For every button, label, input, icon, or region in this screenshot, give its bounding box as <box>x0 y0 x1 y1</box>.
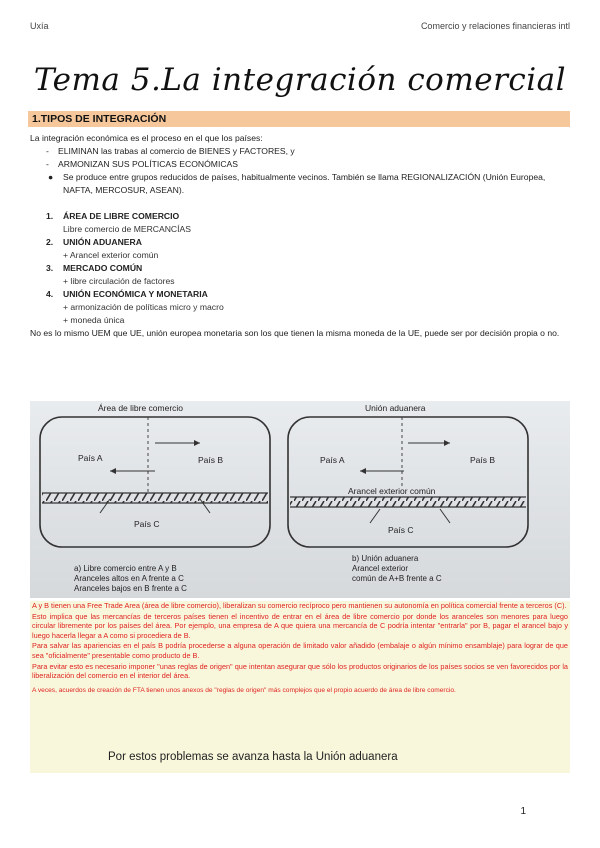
left-panel-title: Área de libre comercio <box>98 403 184 413</box>
diagram-photo <box>30 401 570 598</box>
handwritten-note: Por estos problemas se avanza hasta la Unión aduanera <box>108 751 398 763</box>
country-b-label: País B <box>198 455 224 465</box>
type-item: 3. MERCADO COMÚN <box>46 263 143 273</box>
type-detail: + armonización de políticas micro y macro <box>63 302 224 312</box>
country-c-label: País C <box>388 525 414 535</box>
diagram-left-panel <box>40 403 270 593</box>
type-item: 1. ÁREA DE LIBRE COMERCIO <box>46 211 180 221</box>
country-b-label: País B <box>470 455 496 465</box>
right-caption-1: b) Unión aduanera <box>352 554 419 563</box>
dash-item: - ELIMINAN las trabas al comercio de BIENES y FACTORES, y <box>46 146 295 156</box>
dash-item: - ARMONIZAN SUS POLÍTICAS ECONÓMICAS <box>46 159 239 169</box>
right-caption-2: Arancel exterior <box>352 564 409 573</box>
type-detail: + Arancel exterior común <box>63 250 159 260</box>
right-panel-title: Unión aduanera <box>365 403 426 413</box>
section-heading: 1.TIPOS DE INTEGRACIÓN <box>28 111 570 127</box>
type-detail: Libre comercio de MERCANCÍAS <box>63 224 191 234</box>
type-detail: + moneda única <box>63 315 125 325</box>
country-c-label: País C <box>134 519 160 529</box>
page-number: 1 <box>520 806 526 817</box>
left-caption-3: Aranceles bajos en B frente a C <box>74 584 187 593</box>
note-paragraph: Para evitar esto es necesario imponer "unas reglas de origen" que intentan asegurar que sólo los productos originarios de los países socios se ven favorecidos por la liberalización del comercio en el interior del área. <box>32 661 568 681</box>
note-paragraph: A y B tienen una Free Trade Area (área de libre comercio), liberalizan su comercio recíproco pero mantienen su autonomía en política comercial frente a terceros (C). <box>32 601 567 610</box>
bullet-item: ● Se produce entre grupos reducidos de países, habitualmente vecinos. También se llama REGIONALIZACIÓN (Unión Europea, NAFTA, MERCOSUR, ASEAN). <box>48 172 546 195</box>
country-a-label: País A <box>320 455 345 465</box>
type-item: 2. UNIÓN ADUANERA <box>46 237 142 247</box>
note-small: A veces, acuerdos de creación de FTA tienen unos anexos de "reglas de origen" más complejos que el propio acuerdo de área de libre comercio. <box>32 686 456 694</box>
left-caption-1: a) Libre comercio entre A y B <box>74 564 177 573</box>
note-text: No es lo mismo UEM que UE, unión europea monetaria son los que tienen la misma moneda de la UE, puede ser por decisión propia o no. <box>30 328 560 338</box>
left-caption-2: Aranceles altos en A frente a C <box>74 574 184 583</box>
header-course: Comercio y relaciones financieras intl <box>420 21 570 31</box>
page-title: Tema 5.La integración comercial <box>33 62 567 98</box>
country-a-label: País A <box>78 453 103 463</box>
note-paragraph: Esto implica que las mercancías de terceros países tienen el incentivo de entrar en el área de libre comercio por donde los aranceles son menores para luego circular libremente por los países del área. Por ejemplo, una empresa de A que quiera una mercancía de C podría intentar "entrarla" por B, pagar el arancel bajo y luego hacerla llegar a A como si procediera de B. <box>32 611 568 640</box>
trade-diagram <box>30 401 570 598</box>
note-paragraph: Para salvar las apariencias en el país B podría procederse a alguna operación de limitado valor añadido (embalaje o algún mínimo ensamblaje) para lograr de que sea "oficialmente" presentable como producto de B. <box>32 641 568 660</box>
left-tariff-wall <box>42 493 268 503</box>
type-item: 4. UNIÓN ECONÓMICA Y MONETARIA <box>46 289 208 299</box>
annotated-notes <box>30 601 570 773</box>
document-body <box>30 132 572 340</box>
diagram-right-panel <box>288 403 528 583</box>
right-caption-3: común de A+B frente a C <box>352 574 442 583</box>
type-detail: + libre circulación de factores <box>63 276 175 286</box>
right-tariff-wall <box>290 497 526 507</box>
header-author: Uxía <box>30 21 49 31</box>
intro-text: La integración económica es el proceso en el que los países: <box>30 133 263 143</box>
tariff-label: Arancel exterior común <box>348 486 436 496</box>
